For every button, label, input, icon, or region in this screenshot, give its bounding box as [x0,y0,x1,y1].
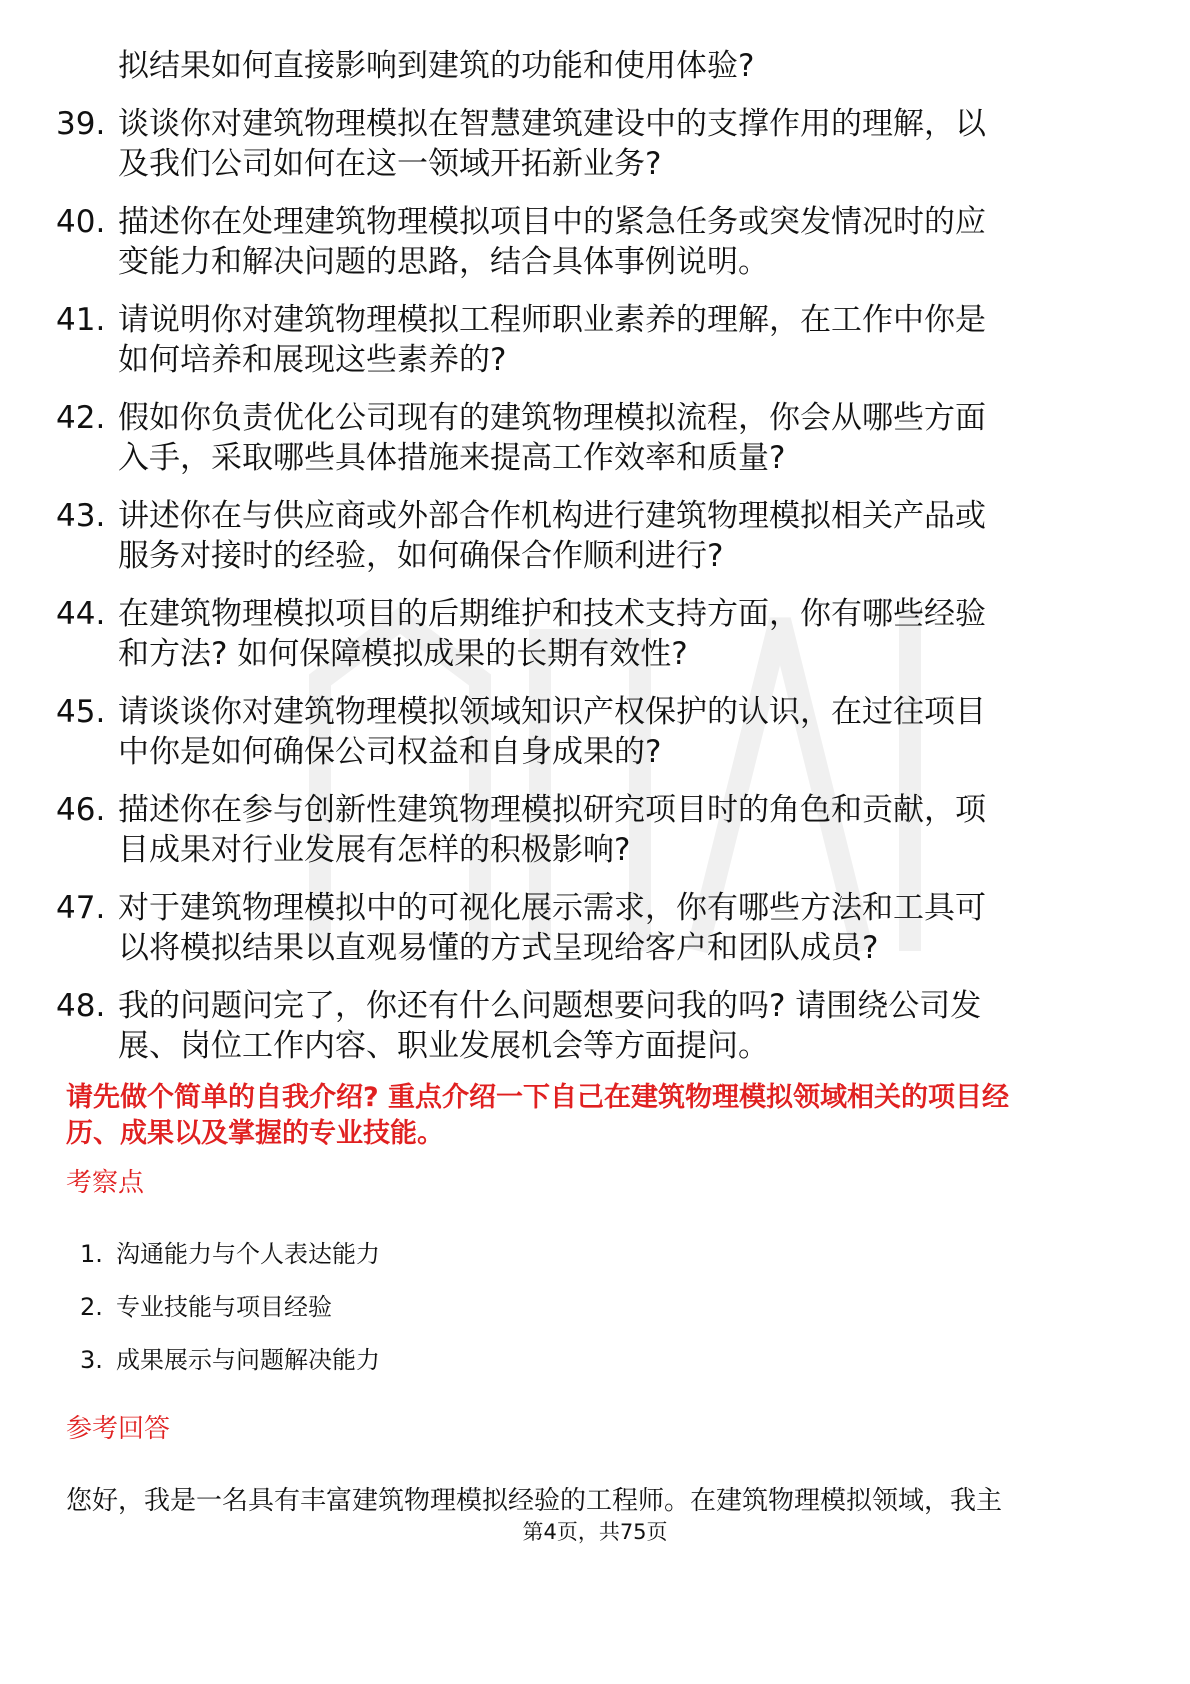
exam-point-number: 2. [80,1293,103,1321]
intro-question-line: 请先做个简单的自我介绍? 重点介绍一下自己在建筑物理模拟领域相关的项目经 [66,1082,1010,1113]
exam-point-text: 沟通能力与个人表达能力 [116,1240,380,1268]
question-text [118,692,1118,772]
question-text [118,986,1118,1066]
question-line: 在建筑物理模拟项目的后期维护和技术支持方面，你有哪些经验 [118,596,986,632]
question-line: 入手，采取哪些具体措施来提高工作效率和质量? [118,440,786,476]
question-text [118,888,1118,968]
question-line: 服务对接时的经验，如何确保合作顺利进行? [118,538,724,574]
exam-point-item [80,1291,332,1323]
exam-points-label: 考察点 [66,1168,145,1198]
question-text [118,398,1118,478]
question-line: 请说明你对建筑物理模拟工程师职业素养的理解，在工作中你是 [118,302,986,338]
question-line: 中你是如何确保公司权益和自身成果的? [118,734,662,770]
question-number: 48. [56,988,106,1024]
exam-point-item [80,1344,380,1376]
question-line: 假如你负责优化公司现有的建筑物理模拟流程，你会从哪些方面 [118,400,986,436]
question-line: 目成果对行业发展有怎样的积极影响? [118,832,631,868]
question-text [118,202,1118,282]
question-line: 和方法? 如何保障模拟成果的长期有效性? [118,636,688,672]
question-number: 43. [56,498,106,534]
question-line: 对于建筑物理模拟中的可视化展示需求，你有哪些方法和工具可 [118,890,986,926]
question-text [118,104,1118,184]
question-line: 讲述你在与供应商或外部合作机构进行建筑物理模拟相关产品或 [118,498,986,534]
reference-answer-label: 参考回答 [66,1414,171,1444]
exam-point-text: 成果展示与问题解决能力 [116,1346,380,1374]
question-continuation: 拟结果如何直接影响到建筑的功能和使用体验? [118,48,755,84]
question-number: 42. [56,400,106,436]
question-number: 47. [56,890,106,926]
question-line: 如何培养和展现这些素养的? [118,342,507,378]
question-number: 41. [56,302,106,338]
exam-point-number: 1. [80,1240,103,1268]
question-line: 请谈谈你对建筑物理模拟领域知识产权保护的认识，在过往项目 [118,694,986,730]
question-number: 39. [56,106,106,142]
question-text [118,790,1118,870]
question-line: 及我们公司如何在这一领域开拓新业务? [118,146,662,182]
question-number: 44. [56,596,106,632]
question-text [118,496,1118,576]
question-line: 以将模拟结果以直观易懂的方式呈现给客户和团队成员? [118,930,879,966]
exam-point-text: 专业技能与项目经验 [116,1293,332,1321]
question-line: 我的问题问完了，你还有什么问题想要问我的吗? 请围绕公司发 [118,988,982,1024]
question-number: 40. [56,204,106,240]
question-line: 描述你在处理建筑物理模拟项目中的紧急任务或突发情况时的应 [118,204,986,240]
intro-question-heading [66,1080,1136,1152]
question-line: 描述你在参与创新性建筑物理模拟研究项目时的角色和贡献，项 [118,792,986,828]
question-line: 展、岗位工作内容、职业发展机会等方面提问。 [118,1028,769,1064]
page-number-footer: 第4页，共75页 [522,1520,668,1544]
question-number: 45. [56,694,106,730]
question-text [118,594,1118,674]
intro-question-line: 历、成果以及掌握的专业技能。 [66,1118,444,1149]
question-text [118,300,1118,380]
question-number: 46. [56,792,106,828]
question-line: 变能力和解决问题的思路，结合具体事例说明。 [118,244,769,280]
exam-point-item [80,1238,380,1270]
question-line: 谈谈你对建筑物理模拟在智慧建筑建设中的支撑作用的理解，以 [118,106,986,142]
exam-point-number: 3. [80,1346,103,1374]
reference-answer-text: 您好，我是一名具有丰富建筑物理模拟经验的工程师。在建筑物理模拟领域，我主 [66,1486,1003,1516]
